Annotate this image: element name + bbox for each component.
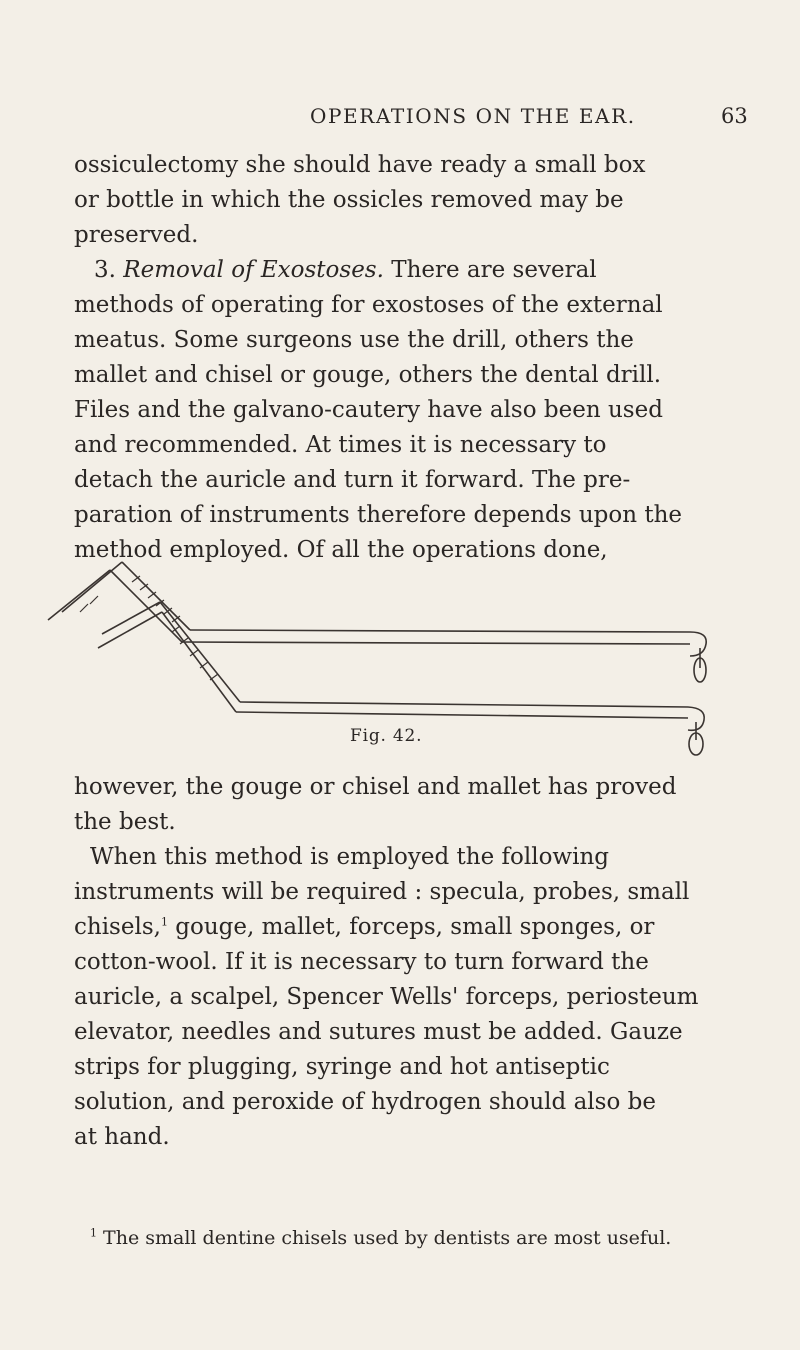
text-line: ossiculectomy she should have ready a small box <box>74 152 646 178</box>
instruments-paragraph <box>74 840 724 1155</box>
text-line: however, the gouge or chisel and mallet has proved <box>74 774 677 800</box>
page-number: 63 <box>721 104 748 128</box>
text-line: detach the auricle and turn it forward. The pre- <box>74 467 631 493</box>
text-line: and recommended. At times it is necessary to <box>74 432 607 458</box>
paragraph-continuation <box>74 148 724 253</box>
section-3-paragraph <box>74 253 724 568</box>
section-heading-line <box>74 253 724 288</box>
footnote-reference: 1 <box>160 915 168 929</box>
upper-chisel-drawing <box>48 562 706 682</box>
text-line: instruments will be required : specula, probes, small <box>74 879 690 905</box>
footnote-text: The small dentine chisels used by dentists are most useful. <box>103 1227 672 1249</box>
text-line: paration of instruments therefore depends upon the <box>74 502 683 528</box>
text-line: the best. <box>74 809 176 835</box>
text-line: at hand. <box>74 1124 170 1150</box>
paragraph-continuation-2 <box>74 770 724 840</box>
text-line: solution, and peroxide of hydrogen should also be <box>74 1089 656 1115</box>
text-line: Files and the galvano-cautery have also been used <box>74 397 663 423</box>
text-line: There are several <box>391 257 597 283</box>
text-span: When this method is employed the following <box>90 844 610 870</box>
text-line: mallet and chisel or gouge, others the dental drill. <box>74 362 662 388</box>
section-heading: Removal of Exostoses. <box>123 257 384 283</box>
text-line: meatus. Some surgeons use the drill, others the <box>74 327 634 353</box>
text-line: method employed. Of all the operations done, <box>74 537 608 563</box>
text-line <box>74 910 724 945</box>
text-line: strips for plugging, syringe and hot antiseptic <box>74 1054 610 1080</box>
footnote-mark: 1 <box>90 1226 97 1240</box>
text-line: methods of operating for exostoses of the external <box>74 292 663 318</box>
running-head <box>0 104 800 134</box>
text-span: chisels, <box>74 914 161 940</box>
text-line: cotton-wool. If it is necessary to turn forward the <box>74 949 649 975</box>
text-line: preserved. <box>74 222 199 248</box>
footnote <box>90 1227 671 1249</box>
running-head-title: OPERATIONS ON THE EAR. <box>310 104 636 128</box>
text-span: gouge, mallet, forceps, small sponges, or <box>167 914 655 940</box>
figure-caption: Fig. 42. <box>350 726 423 746</box>
text-line <box>74 840 724 875</box>
text-line: auricle, a scalpel, Spencer Wells' forceps, periosteum <box>74 984 699 1010</box>
section-number: 3. <box>94 257 116 283</box>
text-line: or bottle in which the ossicles removed may be <box>74 187 624 213</box>
text-line: elevator, needles and sutures must be added. Gauze <box>74 1019 683 1045</box>
